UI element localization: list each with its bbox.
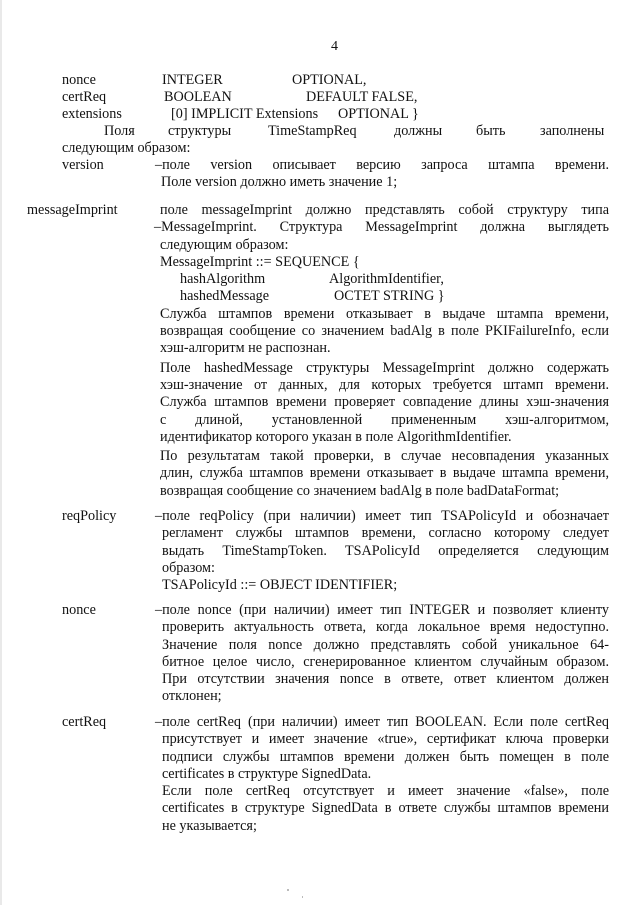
intro-word: структуры <box>168 123 232 139</box>
intro-word: TimeStampReq <box>268 123 357 139</box>
certreq-definition: –поле certReq (при наличии) имеет тип BOOLEAN. Если поле certReq присутствует и имеет значение «true», сертификат ключа проверки подписи службы штампов времени должен быть помещен в поле certificates в структуре SignedData. Если поле certReq отсутствует и имеет значение «false», поле certificates в структуре SignedData в ответе службы штампов времени не указывается; <box>155 714 609 834</box>
code-line: MessageImprint ::= SEQUENCE { <box>160 253 360 270</box>
term-reqpolicy: reqPolicy <box>62 508 117 524</box>
nonce-definition: –поле nonce (при наличии) имеет тип INTEGER и позволяет клиенту проверить актуальность ответа, когда локальное время недоступно. Значение поля nonce должно представлять собой уникальное 64- битное целое число, сгенерированное клиентом случайным образом. При отсутствии значения nonce в ответе, ответ клиентом должен отклонен; <box>155 602 609 705</box>
asn-type-certreq: BOOLEAN <box>164 89 232 105</box>
scan-speck <box>287 889 289 891</box>
version-definition: –поле version описывает версию запроса штампа времени. Поле version должно иметь значение 1; <box>155 157 609 191</box>
asn-mod-nonce: OPTIONAL, <box>292 72 367 88</box>
term-messageimprint: messageImprint <box>27 202 118 218</box>
code-name: hashedMessage <box>180 288 270 305</box>
term-version: version <box>62 157 104 173</box>
page-number: 4 <box>331 39 338 54</box>
intro-line2: следующим образом: <box>62 140 191 156</box>
intro-word: должны <box>394 123 443 139</box>
code-type: AlgorithmIdentifier, <box>329 271 444 288</box>
asn-field-certreq: certReq <box>62 89 107 105</box>
asn-type-extensions: [0] IMPLICIT Extensions <box>171 106 319 122</box>
code-type: OCTET STRING } <box>334 288 445 305</box>
messageimprint-definition: поле messageImprint должно представлять собой структуру типа –MessageImprint. Структура MessageImprint должна выглядеть следующим образом: MessageImprint ::= SEQUENCE { hashAlgorithm AlgorithmIdentifier, hashedMessage OCTET STRING } Служба штампов времени отказывает в выдаче штампа времени, возвращая сообщение со значением badAlg в поле PKIFailureInfo, если хэш-алгоритм не распознан. Поле hashedMessage структуры MessageImprint должно содержать хэш-значение от данных, для которых требуется штамп времени. Служба штампов времени проверяет совпадение длины хэш-значения с длиной, установленной примененным хэш-алгоритмом, идентификатор которого указан в поле AlgorithmIdentifier. По результатам такой проверки, в случае несовпадения указанных длин, служба штампов времени отказывает в выдаче штампа времени, возвращая сообщение со значением badAlg в поле badDataFormat; <box>154 202 609 499</box>
intro-word: Поля <box>104 123 135 139</box>
scan-edge <box>0 0 2 905</box>
asn-type-nonce: INTEGER <box>162 72 223 88</box>
term-nonce: nonce <box>62 602 96 618</box>
asn-mod-certreq: DEFAULT FALSE, <box>306 89 418 105</box>
reqpolicy-definition: –поле reqPolicy (при наличии) имеет тип TSAPolicyId и обозначает регламент службы штампов времени, согласно которому следует выдать TimeStampToken. TSAPolicyId определяется следующим образом: TSAPolicyId ::= OBJECT IDENTIFIER; <box>155 508 609 594</box>
code-name: hashAlgorithm <box>180 271 266 288</box>
term-certreq: certReq <box>62 714 107 730</box>
scan-speck <box>302 896 303 898</box>
asn-mod-extensions: OPTIONAL } <box>338 106 419 122</box>
asn-field-nonce: nonce <box>62 72 96 88</box>
asn-field-extensions: extensions <box>62 106 122 122</box>
intro-word: заполнены <box>540 123 605 139</box>
intro-word: быть <box>476 123 506 139</box>
